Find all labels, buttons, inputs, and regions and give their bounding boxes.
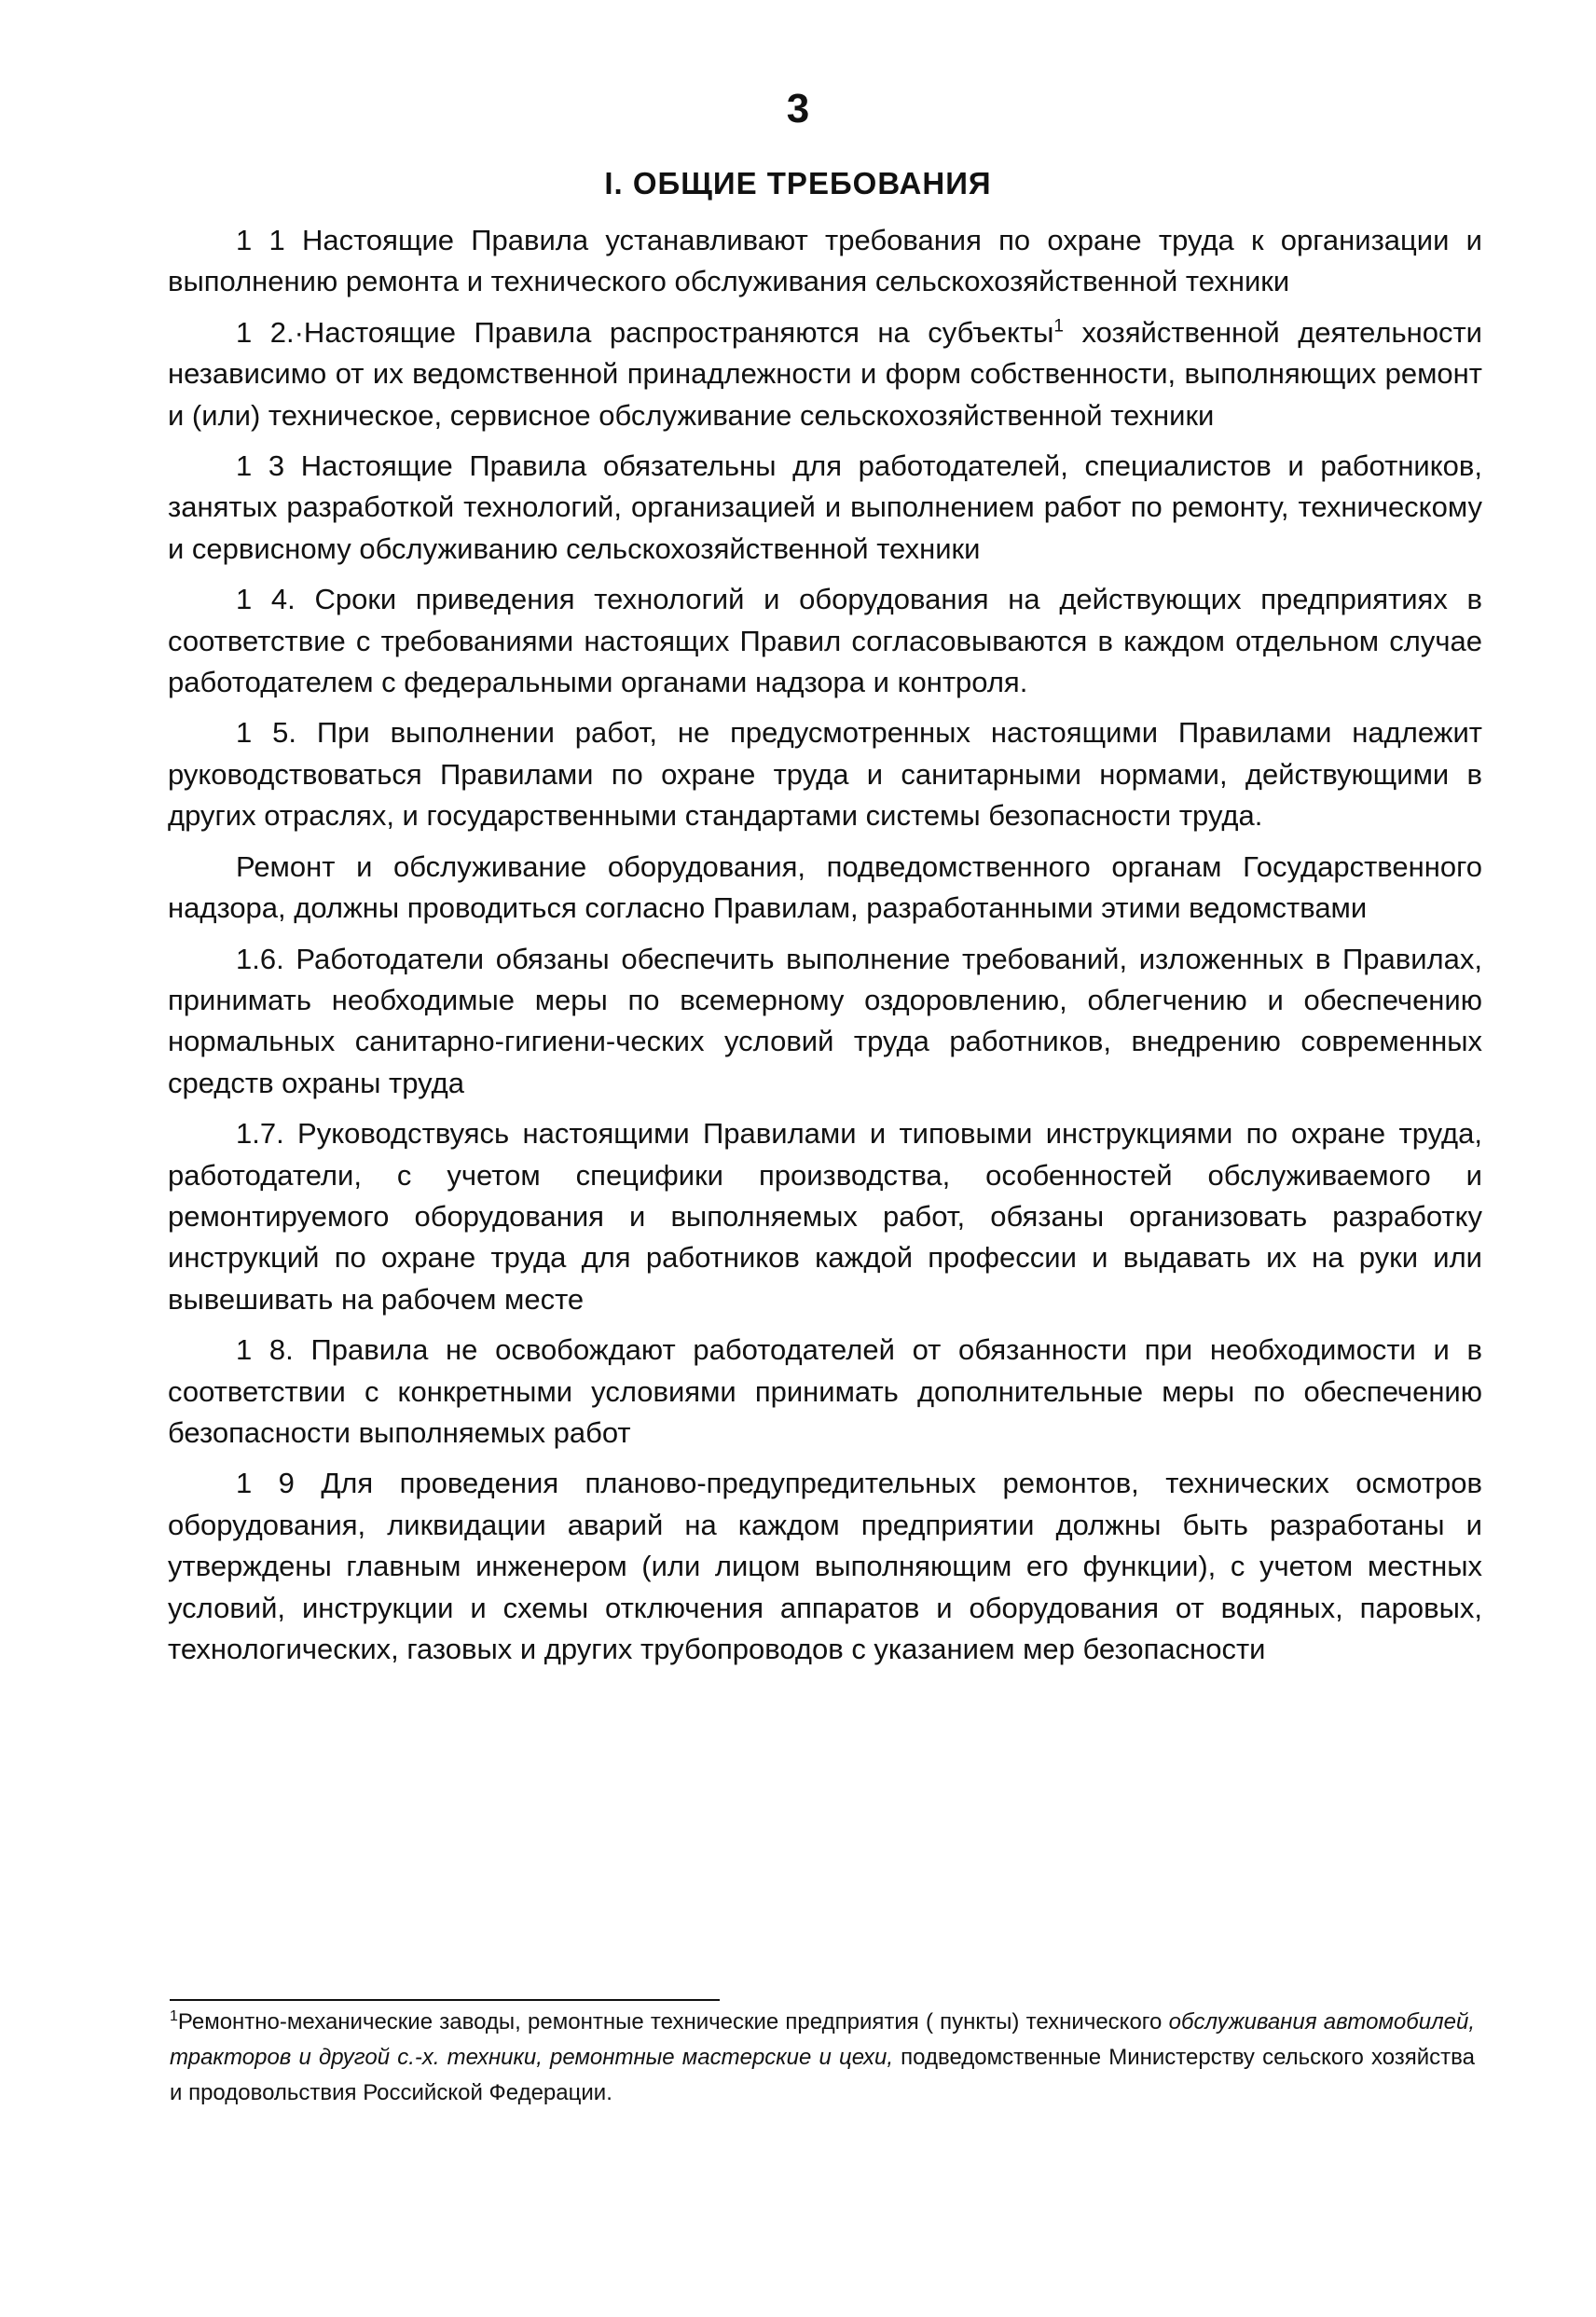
footnote-divider bbox=[170, 1999, 720, 2001]
paragraph-1-2-text-end: хозяйственной деятельности независимо от их ведомственной принадлежности и форм собственности, выполняющих ремонт и (или) техническое, сервисное обслуживание сельскохозяйственной техники bbox=[168, 315, 1482, 432]
paragraph-1-3: 1 3 Настоящие Правила обязательны для работодателей, специалистов и работников, занятых разработкой технологий, организацией и выполнением работ по ремонту, техническому и сервисному обслуживанию сельскохозяйственной техники bbox=[168, 449, 1482, 565]
paragraph-1-1: 1 1 Настоящие Правила устанавливают требования по охране труда к организации и выполнению ремонта и технического обслуживания сельскохозяйственной техники bbox=[168, 224, 1482, 298]
paragraph-state-supervision: Ремонт и обслуживание оборудования, подведомственного органам Государственного надзора, должны проводиться согласно Правилам, разработанными этими ведомствами bbox=[168, 849, 1482, 925]
footnote-text-part2: обслуживания автомобилей, тракторов и другой с.-х. техники, ремонтные мастерские и цехи, bbox=[170, 2009, 1475, 2070]
paragraph-1-2-text-start: 1 2.·Настоящие Правила распространяются на субъекты bbox=[236, 315, 1054, 349]
footnote-text-part1: Ремонтно-механические заводы, ремонтные технические предприятия ( пункты) технического bbox=[177, 2009, 1169, 2034]
section-title: I. ОБЩИЕ ТРЕБОВАНИЯ bbox=[604, 166, 992, 200]
paragraph-1-4: 1 4. Сроки приведения технологий и оборудования на действующих предприятиях в соответствие с требованиями настоящих Правил согласовываются в каждом отдельном случае работодателем с федеральными органами надзора и контроля. bbox=[168, 583, 1482, 699]
paragraph-1-5: 1 5. При выполнении работ, не предусмотренных настоящими Правилами надлежит руководствоваться Правилами по охране труда и санитарными нормами, действующими в других отраслях, и государственными стандартами системы безопасности труда. bbox=[168, 716, 1482, 833]
footnote-text-part3: подведомственные Министерству сельского хозяйства и продовольствия Российской Федерации. bbox=[170, 2045, 1475, 2105]
paragraph-1-9: 1 9 Для проведения планово-предупредительных ремонтов, технических осмотров оборудования, ликвидации аварий на каждом предприятии должны быть разработаны и утверждены главным инженером (или лицом выполняющим его функции), с учетом местных условий, инструкции и схемы отключения аппаратов и оборудования от водяных, паровых, технологических, газовых и других трубопроводов с указанием мер безопасности bbox=[168, 1467, 1482, 1665]
footnote-reference: 1 bbox=[1053, 316, 1064, 337]
paragraph-1-7: 1.7. Руководствуясь настоящими Правилами и типовыми инструкциями по охране труда, работодатели, с учетом специфики производства, особенностей обслуживаемого и ремонтируемого оборудования и выполняемых работ, обязаны организовать разработку инструкций по охране труда для работников каждой профессии и выдавать их на руки или вывешивать на рабочем месте bbox=[168, 1117, 1482, 1316]
body-text bbox=[168, 220, 1482, 1679]
page-number: 3 bbox=[786, 86, 810, 131]
footnote bbox=[170, 2005, 1475, 2111]
footnote-mark: 1 bbox=[170, 2008, 178, 2024]
paragraph-1-2 bbox=[168, 312, 1482, 436]
paragraph-1-8: 1 8. Правила не освобождают работодателей от обязанности при необходимости и в соответствии с конкретными условиями принимать дополнительные меры по обеспечению безопасности выполняемых работ bbox=[168, 1333, 1482, 1449]
paragraph-1-6: 1.6. Работодатели обязаны обеспечить выполнение требований, изложенных в Правилах, принимать необходимые меры по всемерному оздоровлению, облегчению и обеспечению нормальных санитарно-гигиени-ческих условий труда работников, внедрению современных средств охраны труда bbox=[168, 942, 1482, 1099]
